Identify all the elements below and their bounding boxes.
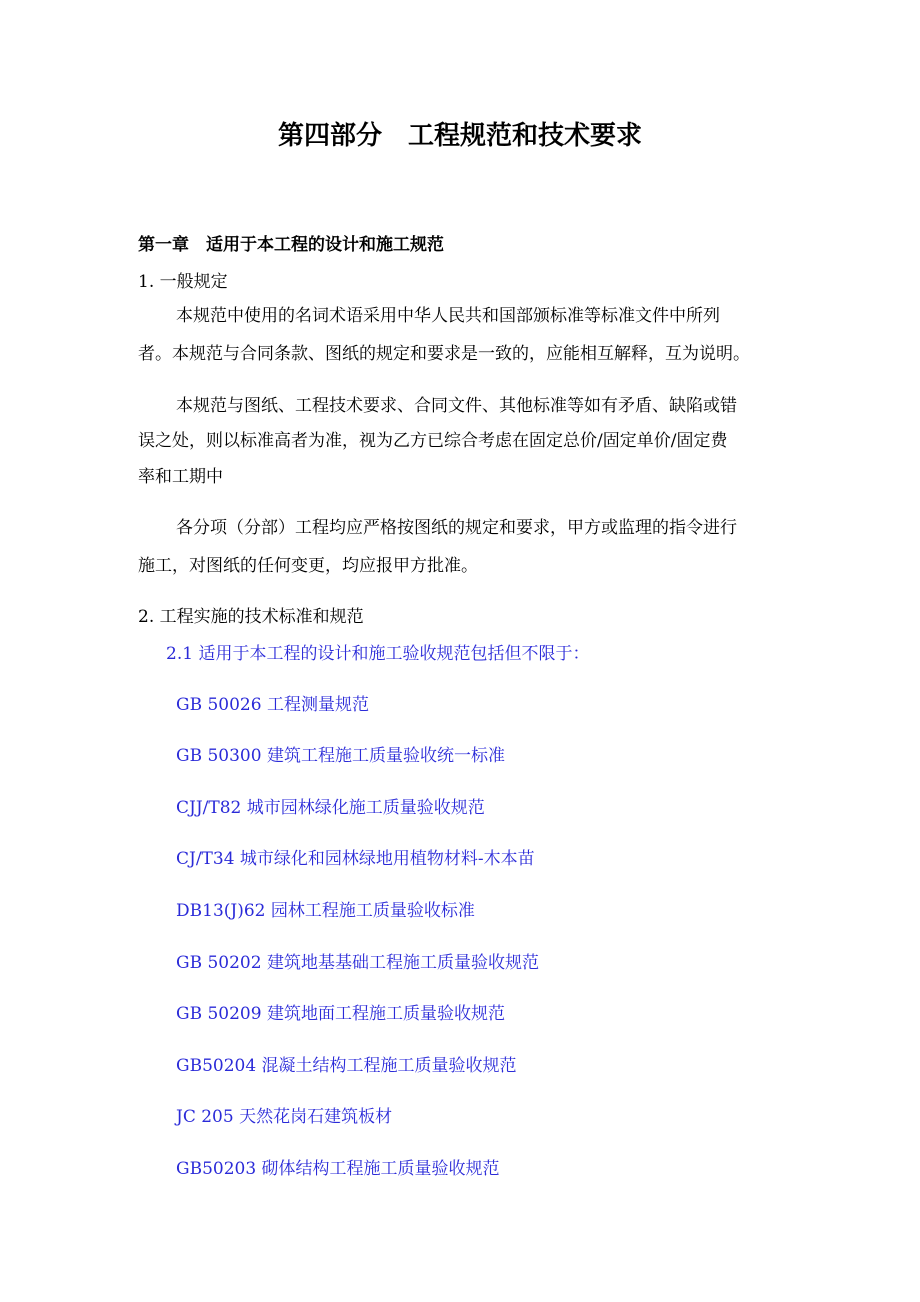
standard-item: GB 50209 建筑地面工程施工质量验收规范 <box>176 1004 505 1024</box>
section-1-heading: 1. 一般规定 <box>138 272 228 292</box>
section-2-1-heading: 2.1 适用于本工程的设计和施工验收规范包括但不限于： <box>166 644 590 664</box>
standard-item: GB 50026 工程测量规范 <box>176 695 369 715</box>
standard-item: JC 205 天然花岗石建筑板材 <box>176 1107 393 1127</box>
paragraph-3-line-1: 各分项（分部）工程均应严格按图纸的规定和要求，甲方或监理的指令进行 <box>176 518 737 538</box>
paragraph-2-line-3: 率和工期中 <box>138 467 223 487</box>
section-2-heading: 2. 工程实施的技术标准和规范 <box>138 607 364 627</box>
standard-item: GB 50202 建筑地基基础工程施工质量验收规范 <box>176 953 539 973</box>
standard-item: CJJ/T82 城市园林绿化施工质量验收规范 <box>176 798 485 818</box>
standard-item: GB 50300 建筑工程施工质量验收统一标准 <box>176 746 505 766</box>
standard-item: GB50204 混凝土结构工程施工质量验收规范 <box>176 1056 517 1076</box>
document-title: 第四部分 工程规范和技术要求 <box>277 121 642 151</box>
standard-item: DB13(J)62 园林工程施工质量验收标准 <box>176 901 475 921</box>
paragraph-1-line-1: 本规范中使用的名词术语采用中华人民共和国部颁标准等标准文件中所列 <box>176 306 720 326</box>
paragraph-2-line-2: 误之处，则以标准高者为准，视为乙方已综合考虑在固定总价/固定单价/固定费 <box>138 431 728 451</box>
paragraph-2-line-1: 本规范与图纸、工程技术要求、合同文件、其他标准等如有矛盾、缺陷或错 <box>176 396 737 416</box>
standard-item: CJ/T34 城市绿化和园林绿地用植物材料-木本苗 <box>176 849 535 869</box>
chapter-heading: 第一章 适用于本工程的设计和施工规范 <box>138 235 444 255</box>
standard-item: GB50203 砌体结构工程施工质量验收规范 <box>176 1159 500 1179</box>
paragraph-1-line-2: 者。本规范与合同条款、图纸的规定和要求是一致的，应能相互解释，互为说明。 <box>138 344 750 364</box>
paragraph-3-line-2: 施工，对图纸的任何变更，均应报甲方批准。 <box>138 556 478 576</box>
